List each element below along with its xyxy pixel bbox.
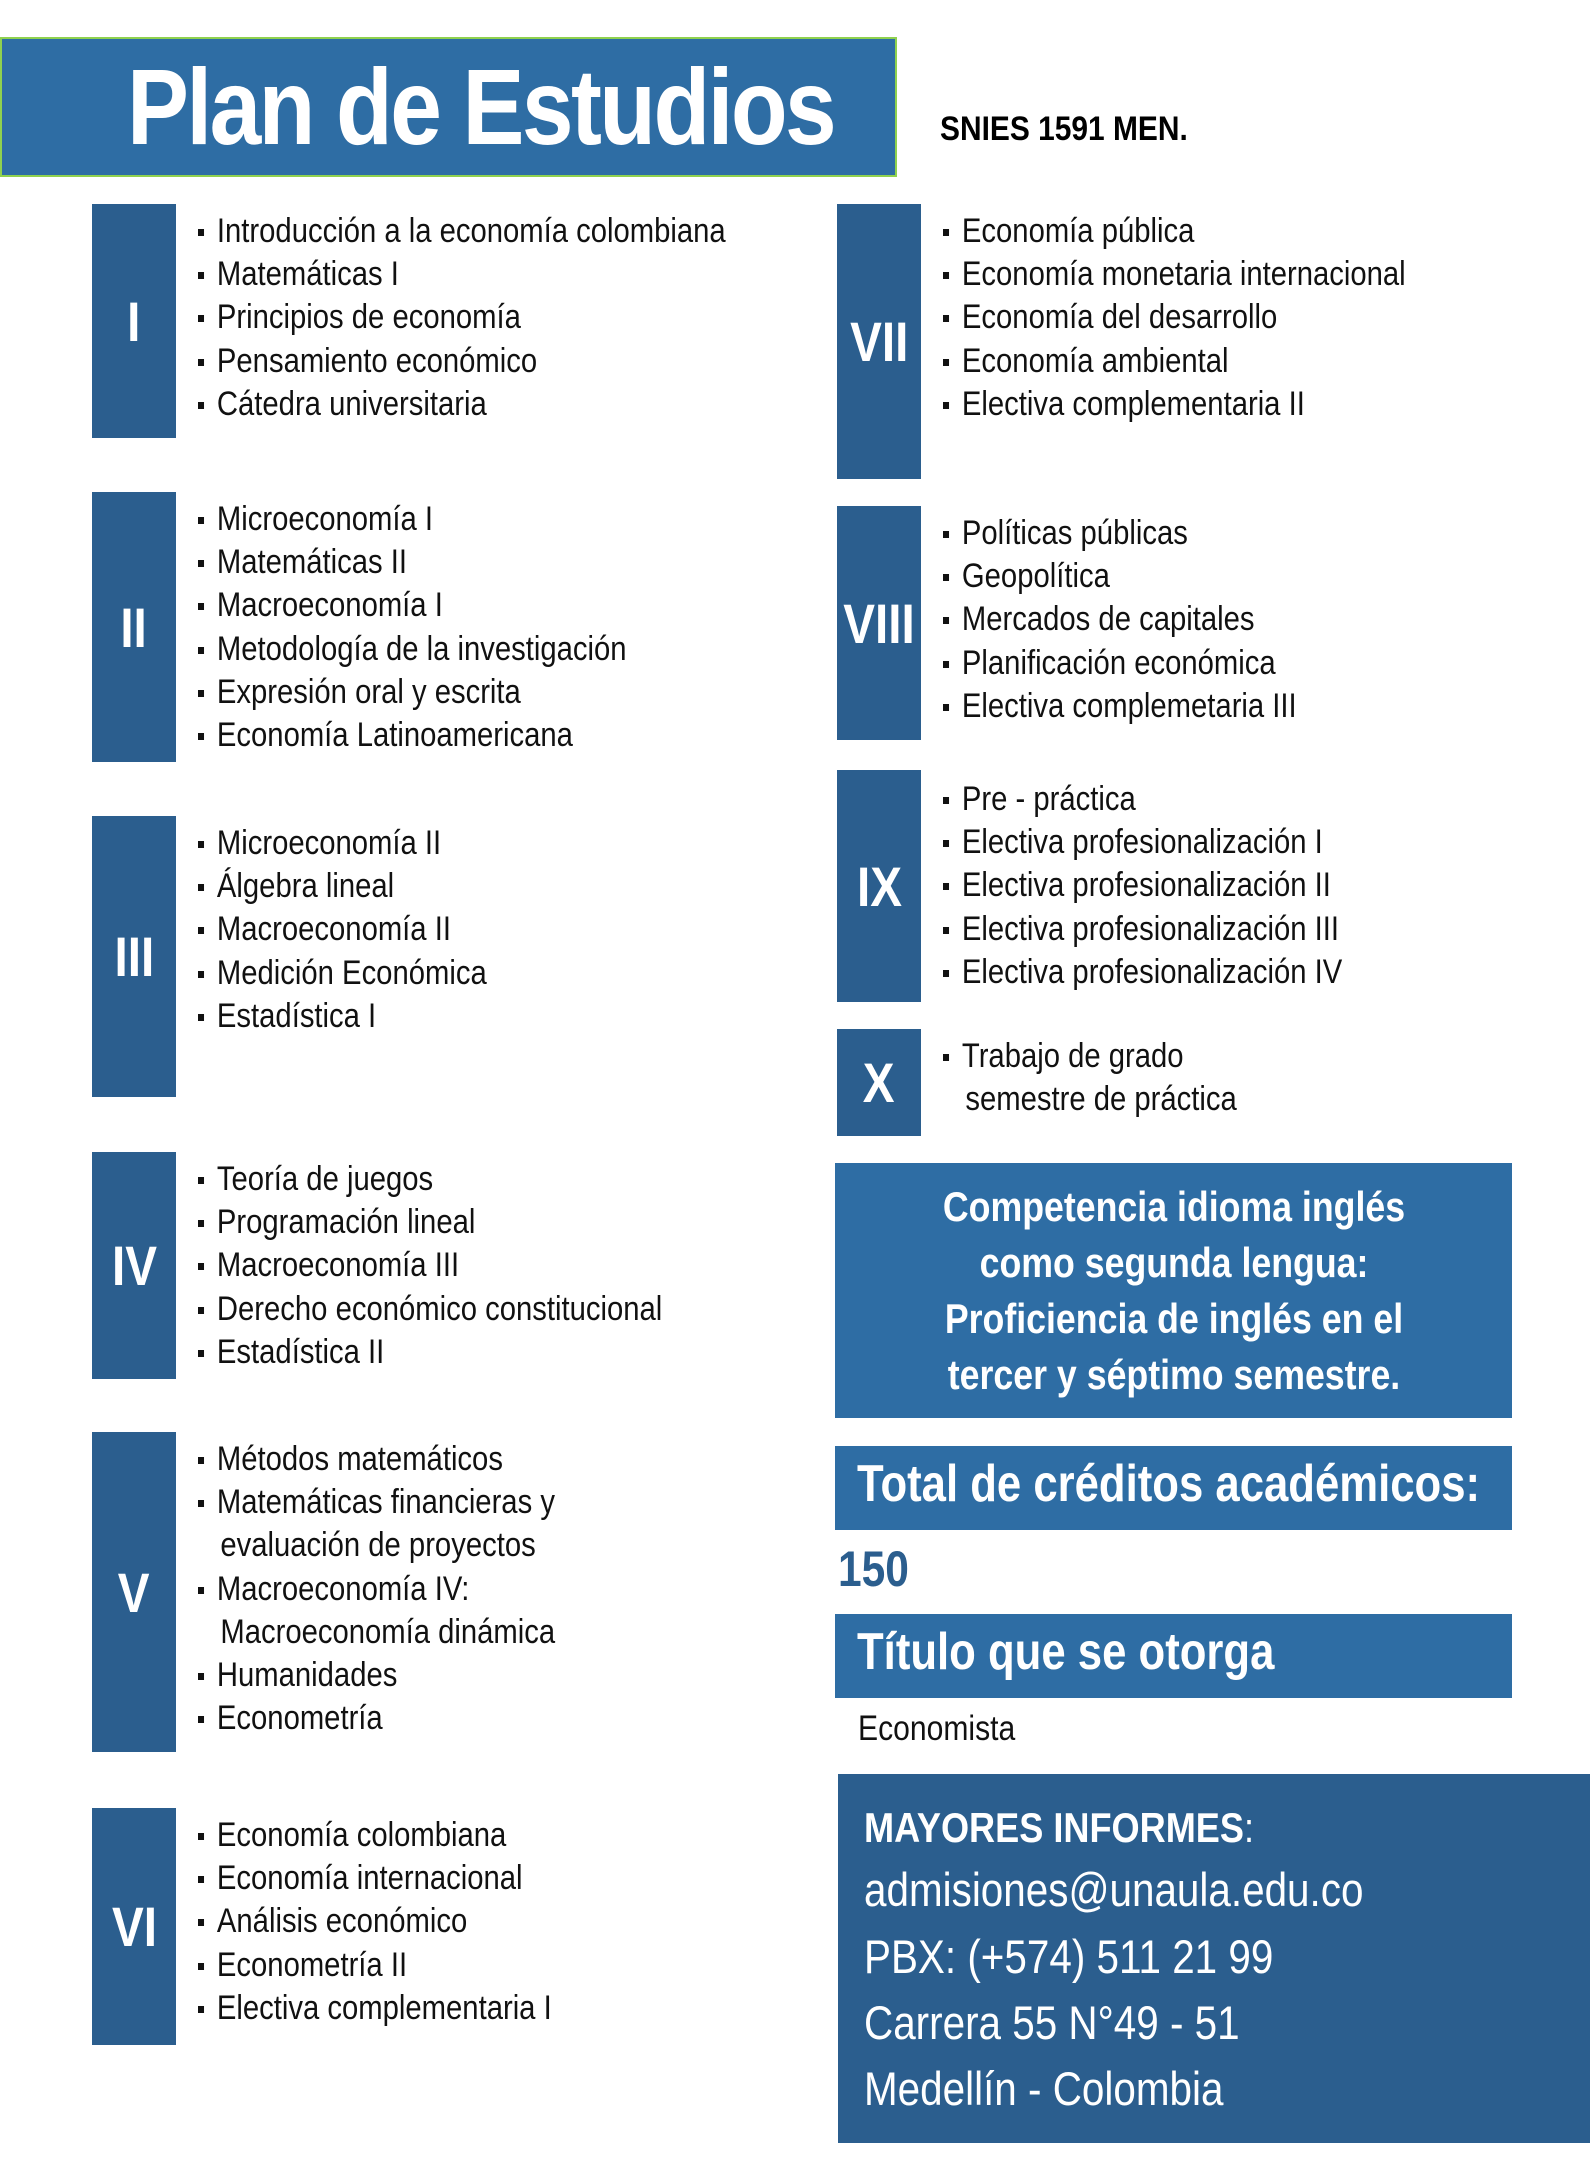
course-item: Métodos matemáticos: [198, 1438, 555, 1481]
course-item: Economía Latinoamericana: [198, 714, 627, 757]
course-item-continuation: semestre de práctica: [965, 1080, 1237, 1119]
course-item: Macroeconomía I: [198, 584, 627, 627]
semester-label: V: [92, 1432, 176, 1752]
contact-heading: MAYORES INFORMES:: [864, 1804, 1255, 1851]
course-item: Macroeconomía II: [198, 908, 487, 951]
course-item: Programación lineal: [198, 1201, 662, 1244]
semester-label: VIII: [837, 506, 921, 740]
course-item: Metodología de la investigación: [198, 628, 627, 671]
course-item: Economía monetaria internacional: [943, 253, 1406, 296]
course-item: Principios de economía: [198, 296, 726, 339]
contact-email[interactable]: admisiones@unaula.edu.co: [864, 1863, 1364, 1916]
course-list: [943, 512, 1354, 728]
degree-heading-bar: [835, 1614, 1512, 1698]
course-list: [198, 210, 812, 426]
semester-label: X: [837, 1029, 921, 1136]
semester-label: IX: [837, 770, 921, 1002]
course-item: Microeconomía I: [198, 498, 627, 541]
course-item: Derecho económico constitucional: [198, 1288, 662, 1331]
contact-address: Carrera 55 N°49 - 51: [864, 1996, 1240, 2049]
course-item: Análisis económico: [198, 1900, 552, 1943]
course-list: [943, 1035, 1285, 1121]
semester-label: IV: [92, 1152, 176, 1379]
course-item: Estadística II: [198, 1331, 662, 1374]
course-list: [198, 1814, 609, 2030]
course-item: Electiva profesionalización III: [943, 908, 1342, 951]
course-item: Econometría: [198, 1697, 555, 1740]
course-list: [943, 778, 1407, 994]
course-item: Electiva complementaria I: [198, 1987, 552, 2030]
course-item: Matemáticas II: [198, 541, 627, 584]
course-item: Introducción a la economía colombiana: [198, 210, 726, 253]
degree-value: Economista: [858, 1709, 1016, 1748]
page-title: Plan de Estudios: [127, 46, 835, 167]
contact-city: Medellín - Colombia: [864, 2062, 1224, 2115]
credits-value: 150: [838, 1541, 909, 1597]
contact-info-box: [838, 1774, 1590, 2143]
course-item: Electiva profesionalización I: [943, 821, 1342, 864]
course-item: Medición Económica: [198, 952, 487, 995]
contact-phone: PBX: (+574) 511 21 99: [864, 1930, 1274, 1983]
course-item: Electiva profesionalización IV: [943, 951, 1342, 994]
course-item: Trabajo de grado: [943, 1035, 1237, 1078]
course-item: Políticas públicas: [943, 512, 1297, 555]
course-item: Pensamiento económico: [198, 340, 726, 383]
course-list: [943, 210, 1481, 426]
course-item: Macroeconomía III: [198, 1244, 662, 1287]
course-item: Economía internacional: [198, 1857, 552, 1900]
semester-label: I: [92, 204, 176, 438]
course-item: Álgebra lineal: [198, 865, 487, 908]
course-item: Geopolítica: [943, 555, 1297, 598]
english-competency-text: Competencia idioma inglés como segunda lengua: Proficiencia de inglés en el tercer y séptimo semestre.: [942, 1182, 1405, 1398]
course-item: Economía ambiental: [943, 340, 1406, 383]
semester-label: II: [92, 492, 176, 762]
course-item: Humanidades: [198, 1654, 555, 1697]
course-list: [198, 498, 696, 757]
course-item: Mercados de capitales: [943, 598, 1297, 641]
course-item-continuation: evaluación de proyectos: [220, 1526, 536, 1565]
course-item: Economía pública: [943, 210, 1406, 253]
course-item: Matemáticas I: [198, 253, 726, 296]
course-list: [198, 1158, 738, 1374]
semester-label: VI: [92, 1808, 176, 2045]
course-item: Economía del desarrollo: [943, 296, 1406, 339]
credits-label: Total de créditos académicos:: [857, 1455, 1481, 1513]
course-item: Cátedra universitaria: [198, 383, 726, 426]
course-item: Economía colombiana: [198, 1814, 552, 1857]
course-item: Electiva complemetaria III: [943, 685, 1297, 728]
course-item: Econometría II: [198, 1944, 552, 1987]
degree-label: Título que se otorga: [857, 1623, 1275, 1681]
snies-code: SNIES 1591 MEN.: [940, 110, 1188, 148]
course-list: [198, 1438, 613, 1740]
title-banner: [0, 37, 897, 177]
course-item-continuation: Macroeconomía dinámica: [220, 1612, 556, 1651]
semester-label: III: [92, 816, 176, 1097]
course-item: Electiva complementaria II: [943, 383, 1406, 426]
course-item: Electiva profesionalización II: [943, 864, 1342, 907]
course-item: Estadística I: [198, 995, 487, 1038]
course-item: Teoría de juegos: [198, 1158, 662, 1201]
course-item: Macroeconomía IV:: [198, 1568, 555, 1611]
course-item: Microeconomía II: [198, 822, 487, 865]
course-list: [198, 822, 534, 1038]
english-competency-box: [835, 1163, 1512, 1418]
course-item: Pre - práctica: [943, 778, 1342, 821]
course-item: Planificación económica: [943, 642, 1297, 685]
course-item: Expresión oral y escrita: [198, 671, 627, 714]
semester-label: VII: [837, 204, 921, 479]
credits-heading-bar: [835, 1446, 1512, 1530]
course-item: Matemáticas financieras y: [198, 1481, 555, 1524]
